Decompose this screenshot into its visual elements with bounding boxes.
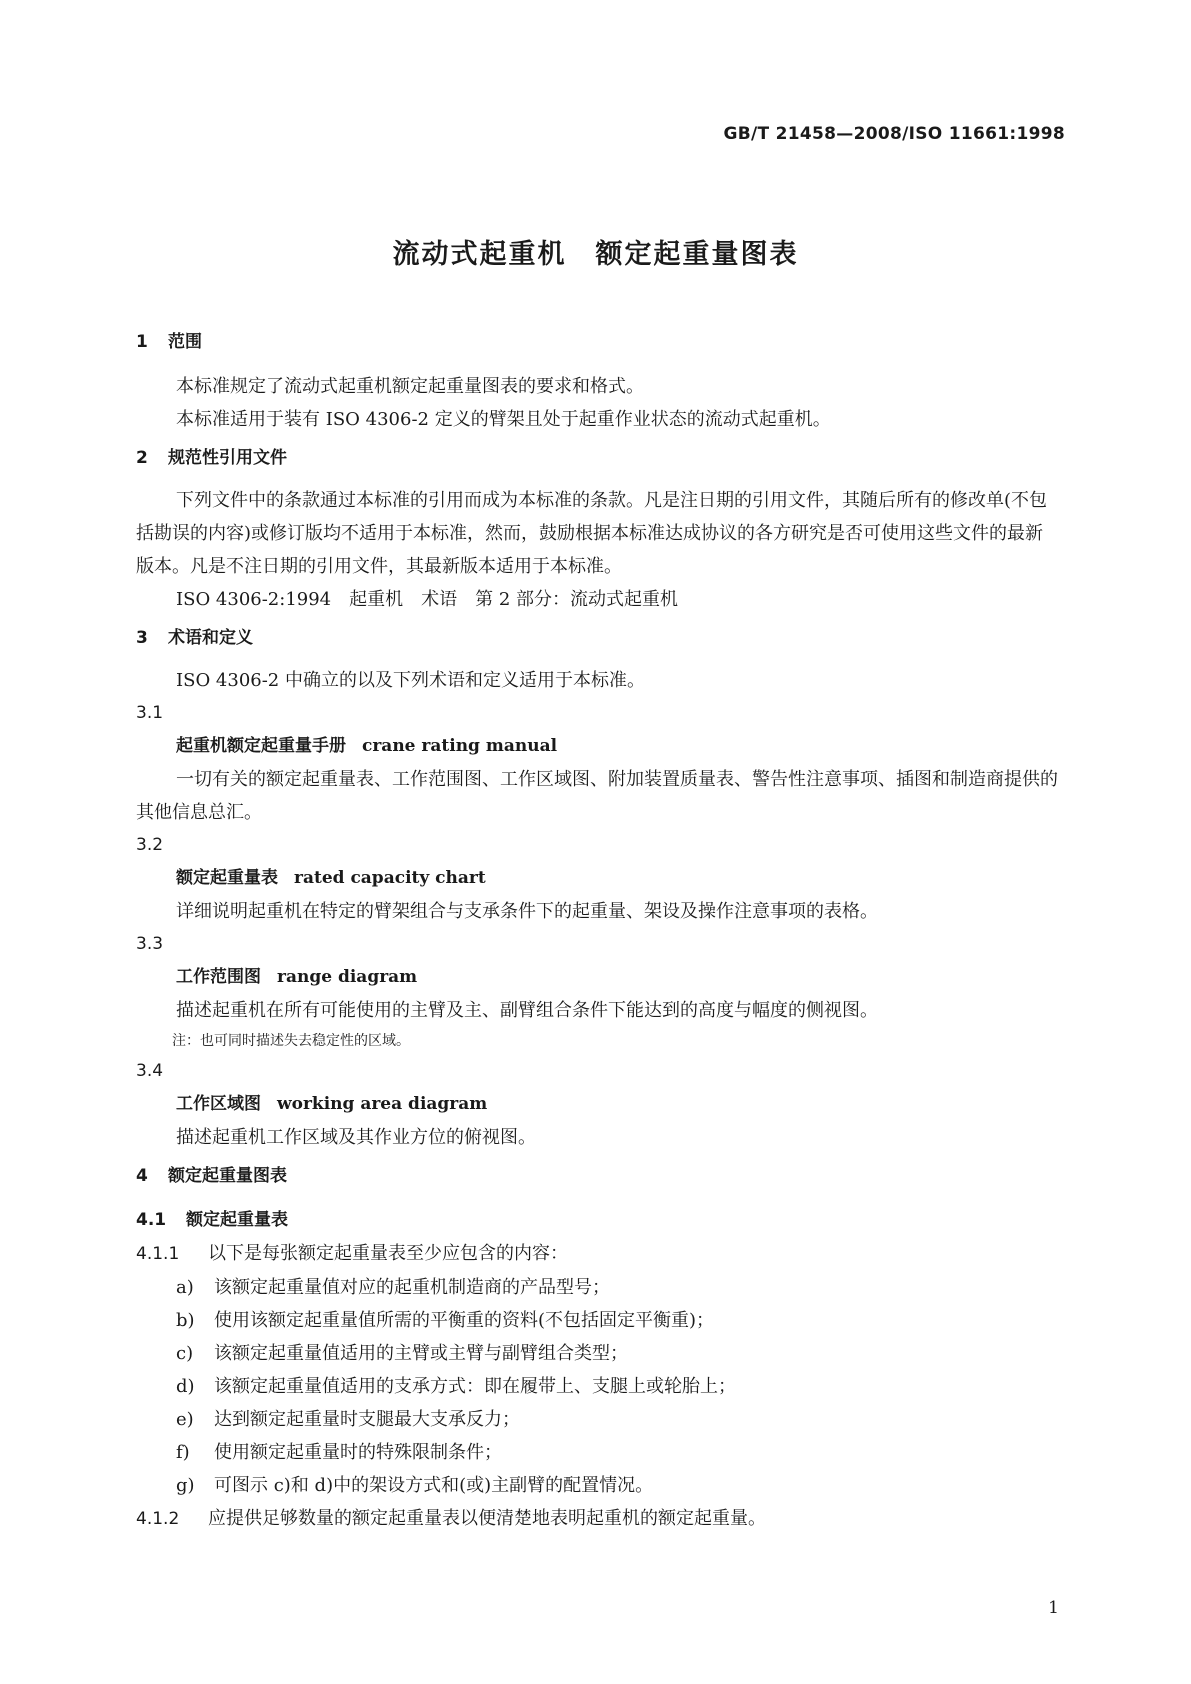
list-marker: e) [176,1409,194,1430]
clause-number: 4.1.2 [136,1509,180,1529]
term-zh: 工作范围图 [176,967,261,987]
subsection-number: 4.1 [136,1210,167,1230]
term-definition: 描述起重机工作区域及其作业方位的俯视图。 [176,1127,536,1148]
term-zh: 额定起重量表 [176,868,278,888]
section-title: 额定起重量图表 [168,1166,287,1186]
subsection-4-1-heading [136,1204,1060,1237]
term-number: 3.1 [136,703,164,723]
list-text: 可图示 c)和 d)中的架设方式和(或)主副臂的配置情况。 [214,1475,654,1496]
list-marker: a) [176,1277,194,1298]
page-number: 1 [1048,1598,1059,1618]
list-marker: f) [176,1442,190,1463]
clause-text: 应提供足够数量的额定起重量表以便清楚地表明起重机的额定起重量。 [208,1508,766,1529]
clause-text: 以下是每张额定起重量表至少应包含的内容： [208,1243,568,1264]
list-text: 使用额定起重量时的特殊限制条件； [214,1442,502,1463]
section-number: 2 [136,448,148,468]
list-item [136,1403,1060,1436]
term-zh: 起重机额定起重量手册 [176,736,346,756]
term-en: crane rating manual [362,736,558,756]
list-marker: c) [176,1343,194,1364]
term-definition: 详细说明起重机在特定的臂架组合与支承条件下的起重量、架设及操作注意事项的表格。 [176,901,878,922]
term-zh: 工作区域图 [176,1094,261,1114]
paragraph: 本标准规定了流动式起重机额定起重量图表的要求和格式。 [176,376,644,397]
section-number: 1 [136,332,148,352]
document-body [136,326,1060,1536]
clause-4-1-1 [136,1237,1060,1271]
list-text: 该额定起重量值对应的起重机制造商的产品型号； [214,1277,610,1298]
paragraph: 下列文件中的条款通过本标准的引用而成为本标准的条款。凡是注日期的引用文件，其随后所有的修改单(不包括勘误的内容)或修订版均不适用于本标准，然而，鼓励根据本标准达成协议的各方研究是否可使用这些文件的最新版本。凡是不注日期的引用文件，其最新版本适用于本标准。 [136,490,1048,577]
list-item [136,1337,1060,1370]
list-item [136,1370,1060,1403]
paragraph: 本标准适用于装有 ISO 4306-2 定义的臂架且处于起重作业状态的流动式起重机。 [176,409,831,430]
section-title: 规范性引用文件 [168,448,287,468]
list-item [136,1469,1060,1502]
list-marker: g) [176,1475,195,1496]
term-en: working area diagram [277,1094,488,1114]
clause-number: 4.1.1 [136,1244,180,1264]
standard-code: GB/T 21458—2008/ISO 11661:1998 [723,124,1065,144]
section-2-heading [136,442,1060,474]
term-number: 3.2 [136,835,164,855]
list-text: 达到额定起重量时支腿最大支承反力； [214,1409,520,1430]
reference-entry: ISO 4306-2:1994 起重机 术语 第 2 部分：流动式起重机 [176,589,679,610]
term-heading [136,730,1060,763]
note: 注：也可同时描述失去稳定性的区域。 [172,1033,410,1049]
list-item [136,1304,1060,1337]
list-marker: d) [176,1376,195,1397]
list-item [136,1271,1060,1304]
clause-4-1-2 [136,1502,1060,1536]
section-title: 范围 [168,332,202,352]
list-text: 使用该额定起重量值所需的平衡重的资料(不包括固定平衡重)； [214,1310,715,1331]
term-heading [136,1088,1060,1121]
section-number: 4 [136,1166,148,1186]
term-number: 3.4 [136,1061,164,1081]
list-item [136,1436,1060,1469]
term-heading [136,862,1060,895]
term-number: 3.3 [136,934,164,954]
section-number: 3 [136,628,148,648]
section-4-heading [136,1160,1060,1192]
term-en: rated capacity chart [294,868,486,888]
section-1-heading [136,326,1060,358]
list-text: 该额定起重量值适用的主臂或主臂与副臂组合类型； [214,1343,628,1364]
term-definition: 一切有关的额定起重量表、工作范围图、工作区域图、附加装置质量表、警告性注意事项、插图和制造商提供的其他信息总汇。 [136,769,1058,823]
list-marker: b) [176,1310,195,1331]
subsection-title: 额定起重量表 [186,1210,288,1230]
term-en: range diagram [277,967,418,987]
paragraph: ISO 4306-2 中确立的以及下列术语和定义适用于本标准。 [176,670,645,691]
term-definition: 描述起重机在所有可能使用的主臂及主、副臂组合条件下能达到的高度与幅度的侧视图。 [176,1000,878,1021]
page-title: 流动式起重机 额定起重量图表 [392,239,799,270]
section-3-heading [136,622,1060,654]
term-heading [136,961,1060,994]
list-text: 该额定起重量值适用的支承方式：即在履带上、支腿上或轮胎上； [214,1376,736,1397]
section-title: 术语和定义 [168,628,253,648]
